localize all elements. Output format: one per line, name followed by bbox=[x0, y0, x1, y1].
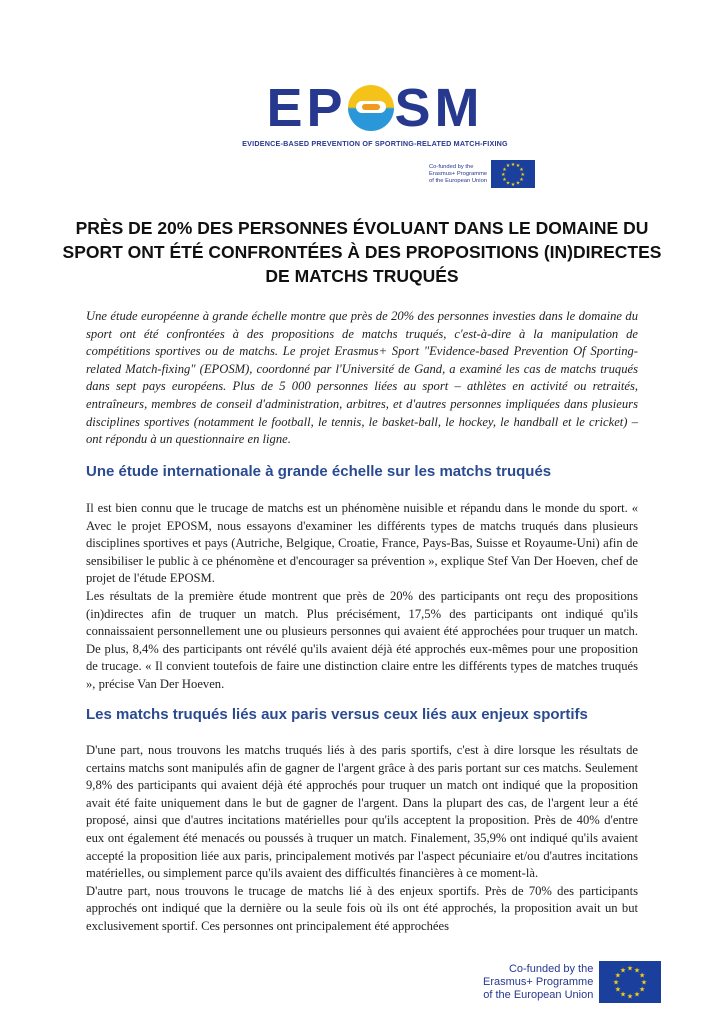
cofund-line-1: Co-funded by the bbox=[429, 163, 474, 170]
svg-text:★: ★ bbox=[502, 176, 507, 183]
section-1-paragraph-1: Il est bien connu que le trucage de matchs est un phénomène nuisible et répandu dans le monde du sport. « Avec le projet EPOSM, nous essayons d'examiner les différents types de matchs truqués dans plusieurs disciplines sportives et pays (Autriche, Belgique, Croatie, France, Pays-Bas, Suisse et Royaume-Uni) afin de sensibiliser le public à ce phénomène et d'encourager sa prévention », explique Stef Van Der Hoeven, chef de projet de l'étude EPOSM. bbox=[86, 501, 638, 586]
svg-text:★: ★ bbox=[520, 171, 526, 178]
svg-text:★: ★ bbox=[615, 971, 622, 980]
svg-text:★: ★ bbox=[510, 161, 516, 168]
svg-text:★: ★ bbox=[515, 163, 521, 170]
svg-text:★: ★ bbox=[639, 985, 646, 994]
svg-text:★: ★ bbox=[515, 180, 521, 187]
cofund-bottom-line-1: Co-funded by the bbox=[508, 962, 594, 975]
svg-text:★: ★ bbox=[627, 992, 634, 1001]
svg-text:★: ★ bbox=[502, 166, 507, 173]
eu-flag-icon bbox=[599, 961, 661, 1003]
logo-word-right: SM bbox=[394, 78, 484, 138]
svg-text:★: ★ bbox=[620, 990, 627, 999]
cofund-bottom-line-2: Erasmus+ Programme bbox=[483, 975, 594, 988]
section-body-1 bbox=[86, 500, 638, 694]
svg-text:★: ★ bbox=[519, 166, 524, 173]
svg-text:★: ★ bbox=[627, 964, 634, 973]
section-1-paragraph-2: Les résultats de la première étude montrent que près de 20% des participants ont reçu des propositions (in)directes afin de truquer un match. Plus précisément, 17,5% des participants ont indiqué qu'ils connaissaient personnellement une ou plusieurs personnes qui avaient été approchées pour truquer un match. De plus, 8,4% des participants ont révélé qu'ils avaient déjà été approchés eux-mêmes pour une proposition de trucage. « Il convient toutefois de faire une distinction claire entre les différents types de matches truqués », précise Van Der Hoeven. bbox=[86, 588, 638, 691]
eposm-logo bbox=[230, 80, 520, 148]
svg-text:★: ★ bbox=[641, 978, 648, 987]
cofund-badge-top bbox=[429, 160, 535, 188]
logo-word-left: EP bbox=[266, 78, 347, 138]
svg-text:★: ★ bbox=[519, 176, 524, 183]
lead-paragraph: Une étude européenne à grande échelle montre que près de 20% des personnes investies dans le domaine du sport ont été confrontées à des propositions de matchs truqués, c'est-à-dire à la manipulation de compétitions sportives ou de matchs. Le projet Erasmus+ Sport "Evidence-based Prevention Of Sporting-related Match-fixing" (EPOSM), coordonné par l'Université de Gand, a examiné les cas de matchs truqués dans sept pays européens. Plus de 5 000 personnes liées au sport – athlètes en activité ou retraités, entraîneurs, membres de conseil d'administration, arbitres, et d'autres personnes impliquées dans plusieurs disciplines sportives (notamment le football, le tennis, le basket-ball, le hockey, le handball et le cricket) – ont répondu à un questionnaire en ligne. bbox=[86, 309, 638, 447]
svg-text:★: ★ bbox=[639, 971, 646, 980]
svg-text:★: ★ bbox=[501, 171, 506, 178]
cofund-bottom-line-3: of the European Union bbox=[483, 988, 594, 1001]
svg-text:★: ★ bbox=[505, 163, 511, 170]
section-2-paragraph-2: D'autre part, nous trouvons le trucage de matchs lié à des enjeux sportifs. Près de 70% des participants approchés ont indiqué que la dernière ou la seule fois où ils ont été approchés, la proposition avait un but exclusivement sportif. Ces personnes ont principalement été approchées bbox=[86, 883, 638, 933]
svg-text:★: ★ bbox=[505, 180, 511, 187]
logo-tagline: EVIDENCE-BASED PREVENTION OF SPORTING-RELATED MATCH-FIXING bbox=[242, 139, 508, 148]
svg-text:★: ★ bbox=[620, 966, 627, 975]
cofund-badge-bottom bbox=[483, 961, 661, 1003]
section-heading-2: Les matchs truqués liés aux paris versus ceux liés aux enjeux sportifs bbox=[86, 706, 588, 723]
svg-text:★: ★ bbox=[615, 985, 622, 994]
cofund-line-3: of the European Union bbox=[429, 177, 488, 184]
eu-flag-icon bbox=[491, 160, 535, 188]
section-2-paragraph-1: D'une part, nous trouvons les matchs truqués liés à des paris sportifs, c'est à dire lorsque les résultats de certains matchs sont manipulés afin de gagner de l'argent grâce à des paris portant sur ces matchs. Seulement 9,8% des participants qui avaient déjà été approchés pour truquer un match ont indiqué que la proposition avait été faite uniquement dans le but de gagner de l'argent. Dans la plupart des cas, de l'argent leur a été proposé, ainsi que d'autres incitations matérielles pour qu'ils acceptent la proposition. Près de 40% d'entre eux ont également été menacés ou poussés à truquer un match. Finalement, 35,9% ont indiqué qu'ils avaient accepté la proposition liée aux paris, principalement motivés par l'aspect pécuniaire et/ou d'autres incitations matérielles, ou simplement parce qu'ils avaient des difficultés financières à ce moment-là. bbox=[86, 743, 638, 881]
svg-text:★: ★ bbox=[613, 978, 620, 987]
svg-text:★: ★ bbox=[634, 990, 641, 999]
svg-text:★: ★ bbox=[634, 966, 641, 975]
section-heading-1: Une étude internationale à grande échelle sur les matchs truqués bbox=[86, 463, 552, 480]
handshake-icon bbox=[348, 85, 394, 131]
section-body-2 bbox=[86, 742, 638, 936]
svg-text:★: ★ bbox=[510, 181, 516, 188]
cofund-line-2: Erasmus+ Programme bbox=[429, 170, 488, 177]
page-title: PRÈS DE 20% DES PERSONNES ÉVOLUANT DANS LE DOMAINE DU SPORT ONT ÉTÉ CONFRONTÉES À DES PROPOSITIONS (IN)DIRECTES DE MATCHS TRUQUÉS bbox=[62, 218, 662, 286]
